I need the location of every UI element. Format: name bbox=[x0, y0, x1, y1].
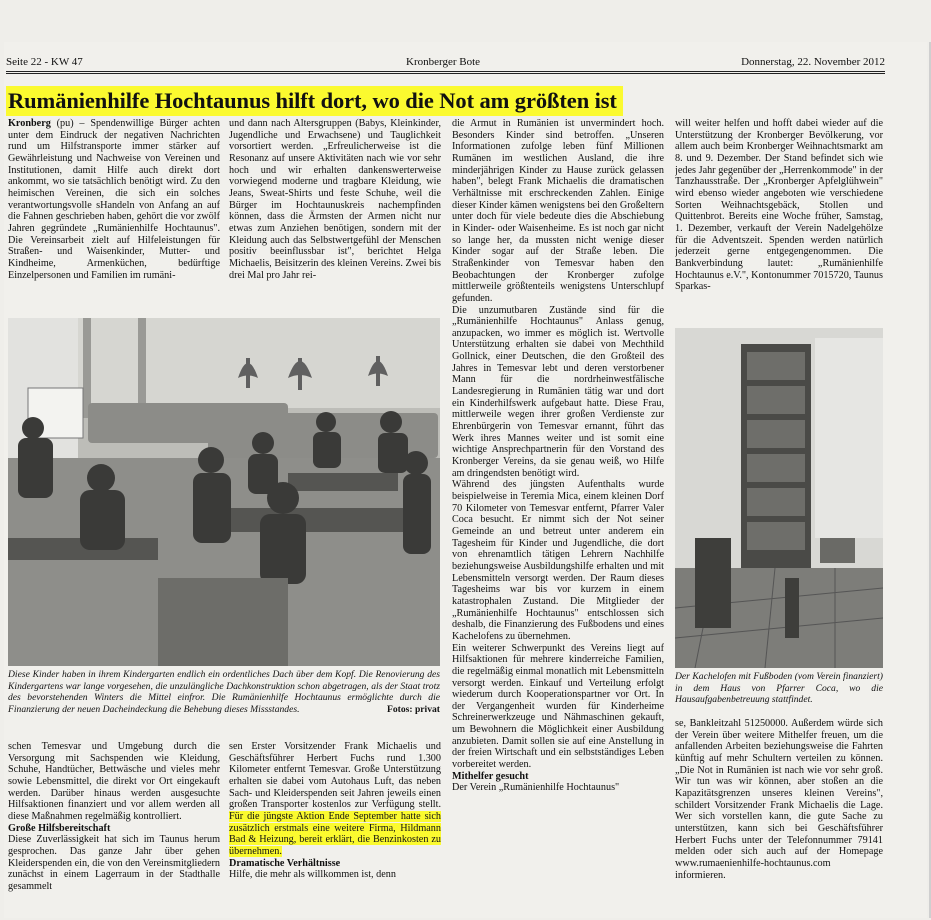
column-4-top bbox=[675, 118, 883, 328]
column-2-top bbox=[229, 118, 441, 318]
subheading: Große Hilfsbereitschaft bbox=[8, 822, 111, 834]
header-rule bbox=[6, 71, 885, 72]
column-3 bbox=[452, 118, 664, 913]
page-number: Seite 22 - KW 47 bbox=[6, 56, 83, 68]
subheading: Dramatische Verhältnisse bbox=[229, 857, 341, 869]
paragraph: schen Temesvar und Umgebung durch die Versorgung mit Sachspenden wie Kleidung, Schuhe, Handtücher, Bettwäsche und vieles mehr sowie Lebensmittel, die direkt vor Ort eingekauft werden. Darüber hinaus werden ausgesuchte Hilfsaktionen finanziert und vor allem werden all diese Maßnahmen regelmäßig kontrolliert. bbox=[8, 741, 220, 822]
main-photo-caption bbox=[8, 669, 440, 731]
issue-date: Donnerstag, 22. November 2012 bbox=[741, 56, 885, 68]
lead-paragraph bbox=[8, 118, 220, 281]
header-rule-double bbox=[6, 73, 885, 74]
column-1-top bbox=[8, 118, 220, 318]
paragraph-text: (pu) – Spendenwillige Bürger achten unter dem Eindruck der negativen Nachrichten rund um Hilfstransporte immer stärker auf Gewährleistung und Nachweise von Vereinen und Institutionen, damit Hilfe auch direkt dort ankommt, wo sie tatsächlich benötigt wird. Zu den heimischen Vereinen, die sich ein solches verantwortungsvolle sHandeln von Anfang an auf die Fahnen geschrieben haben, gehört die vor zwölf Jahren gegründete „Rumänienhilfe Hochtaunus". Die Vereinsarbeit zielt auf Hilfeleistungen für Straßen- und Waisenkinder, Mutter- und Kindheime, Armenküchen, bedürftige Einzelpersonen und Familien im rumäni- bbox=[8, 118, 220, 281]
subheading: Mithelfer gesucht bbox=[452, 770, 529, 782]
paragraph-text: sen Erster Vorsitzender Frank Michaelis und Geschäftsführer Herbert Fuchs rund 1.300 Kilometer entfernt Temesvar. Große Unterstützung erhalten sie dabei vom Autohaus Luft, das neben Sach- und Kleiderspenden seit Jahren jeweils einen großen Transporter kostenlos zur Verfügung stellt. bbox=[229, 741, 441, 811]
column-2-bottom bbox=[229, 741, 441, 913]
paragraph: und dann nach Altersgruppen (Babys, Kleinkinder, Jugendliche und Erwachsene) und Tauglichkeit vorsortiert werden. „Erfreulicherweise ist die Resonanz auf unsere Aktivitäten nach wie vor sehr hoch und wir erhalten dankenswerterweise vorwiegend moderne und tragbare Kleidung, wie Jeans, Sweat-Shirts und feste Schuhe, weil die Bürger im Hochtaunuskreis nachempfinden können, dass die Ärmsten der Armen nicht nur etwas zum Anziehen benötigen, sondern mit der Kleidung auch das Selbstwertgefühl der Menschen positiv beeinflussbar ist", berichtet Helga Michaelis, Beisitzerin des kleinen Vereins. Zwei bis drei Mal pro Jahr rei- bbox=[229, 118, 441, 281]
newspaper-name: Kronberger Bote bbox=[406, 56, 481, 68]
kindergarten-photo bbox=[8, 318, 440, 666]
stove-photo-caption: Der Kachelofen mit Fußboden (vom Verein finanziert) in dem Haus von Pfarrer Coca, wo die Hausaufgabenbetreuung stattfindet. bbox=[675, 671, 883, 705]
paragraph: Die unzumutbaren Zustände sind für die „Rumänienhilfe Hochtaunus" Anlass genug, anzupacken, wo immer es möglich ist. Wertvolle Unterstützung erhalten sie dabei von Mechthild Gollnick, einer Deutschen, die den Großteil des Jahres in Temesvar lebt und deren verstorbener Mann für die nordrheinwestfälische Landesregierung in Rumänien tätig war und dort ein Kinderhilfswerk aufgebaut hatte. Diese Frau, mittlerweile wegen ihrer großen Verdienste zur Ehrenbürgerin von Temesvar ernannt, führt das Werk ihres Mannes weiter und ist somit eine wichtige Ansprechpartnerin für den Vorstand des Kronberger Vereins, da sie genau weiß, wo Hilfe am dringendsten benötigt wird. bbox=[452, 304, 664, 479]
highlighted-text: Für die jüngste Aktion Ende September hatte sich zusätzlich erstmals eine weitere Firma, Hildmann Bad & Heizung, bereit erklärt, die Benzinkosten zu übernehmen. bbox=[229, 810, 441, 857]
photo-credit: Fotos: privat bbox=[386, 703, 440, 715]
paragraph: die Armut in Rumänien ist unvermindert hoch. Besonders Kinder sind betroffen. „Unseren Informationen zufolge leben fünf Millionen Rumänen im westlichen Ausland, die ihre minderjährigen Kinder zu Hause zurück gelassen haben", belegt Frank Michaelis die dramatischen Verhältnisse mit erschreckenden Zahlen. Einige dieser Kinder kämen wenigstens bei den Großeltern unter doch für viele bedeute dies die Abschiebung in Kinder- oder Waisenheime. Es ist noch gar nicht so lange her, da mussten nicht wenige dieser Kinder sogar auf der Straße leben. Die Straßenkinder von Temesvar haben den Beobachtungen der Kronberger zufolge mittlerweile größtenteils wenigstens Unterschlupf gefunden. bbox=[452, 118, 664, 304]
paragraph bbox=[229, 741, 441, 858]
paragraph: Hilfe, die mehr als willkommen ist, denn bbox=[229, 869, 396, 881]
column-4-bottom bbox=[675, 718, 883, 914]
column-1-bottom bbox=[8, 741, 220, 913]
page-header bbox=[6, 56, 925, 72]
stove-photo bbox=[675, 328, 883, 668]
paragraph: se, Bankleitzahl 51250000. Außerdem würde sich der Verein über weitere Mithelfer freuen, um die anfallenden Arbeiten beziehungsweise die Fahrten künftig auf mehr Schultern verteilen zu können. „Die Not in Rumänien ist nach wie vor sehr groß. Wir tun was wir können, aber stoßen an die Kapazitätsgrenzen unseres kleinen Vereins", schildert Vorsitzender Frank Michaelis die Lage. Wer sich vorstellen kann, die gute Sache zu unterstützen, kann sich bei Geschäftsführer Herbert Fuchs unter der Telefonnummer 79141 melden oder sich auch auf der Homepage www.rumaenienhilfe-hochtaunus.com informieren. bbox=[675, 718, 883, 881]
paragraph: Der Verein „Rumänienhilfe Hochtaunus" bbox=[452, 782, 620, 794]
paragraph: Ein weiterer Schwerpunkt des Vereins liegt auf Hilfsaktionen für mehrere kinderreiche Familien, die regelmäßig einmal monatlich mit Lebensmitteln versorgt werden. Einkauf und Verteilung erfolgt wiederum durch Kooperationspartner vor Ort. In der Vergangenheit wurden für Kinderheime Schreinerwerkzeuge und Nähmaschinen gekauft, um Bewohnern die Möglichkeit einer Ausbildung anzubieten. Damit sollen sie auf eine Anstellung in der freien Wirtschaft und ein selbstständiges Leben vorbereitet werden. bbox=[452, 642, 664, 771]
paragraph: Diese Zuverlässigkeit hat sich im Taunus herum gesprochen. Das ganze Jahr über gehen Kleiderspenden ein, die von den Vereinsmitgliedern zunächst in einem Lagerraum in der Stadthalle gesammelt bbox=[8, 834, 220, 892]
paragraph: will weiter helfen und hofft dabei wieder auf die Unterstützung der Kronberger Bevölkerung, vor allem auch beim Kronberger Weihnachtsmarkt am 8. und 9. Dezember. Der Stand befindet sich wie jedes Jahr gegenüber der „Herrenkommode" in der Tanzhausstraße. Der „Kronberger Apfelglühwein" wird ebenso wieder angeboten wie verschiedene Sorten Weihnachtsgebäck, Stollen und Quittenbrot. Bereits eine Woche früher, Samstag, 1. Dezember, verkauft der Verein Nadelgehölze für die Adventszeit. Spenden werden natürlich jederzeit gerne entgegengenommen. Die Bankverbindung lautet: „Rumänienhilfe Hochtaunus e.V.", Kontonummer 7015720, Taunus Sparkas- bbox=[675, 118, 883, 293]
dateline: Kronberg bbox=[8, 118, 51, 129]
article-headline: Rumänienhilfe Hochtaunus hilft dort, wo die Not am größten ist bbox=[6, 86, 623, 116]
caption-text: Diese Kinder haben in ihrem Kindergarten endlich ein ordentliches Dach über dem Kopf. Die Renovierung des Kindergartens war lange vorgesehen, die unzulängliche Dachkonstruktion schon abgetragen, als der Staat trotz des bevorstehenden Winters die Mittel einfror. Die Rumänienhilfe Hochtaunus ermöglichte durch die Finanzierung der neuen Dacheindeckung die Behebung dieses Missstandes. bbox=[8, 669, 440, 715]
paragraph: Während des jüngsten Aufenthalts wurde beispielweise in Teremia Mica, einem kleinen Dorf 70 Kilometer von Temesvar entfernt, Pfarrer Valer Coca besucht. Er nimmt sich der Not seiner Gemeinde an und betreut unter anderem ein Tagesheim für Kinder und Jugendliche, die dort von ehrenamtlich tätigen Lehrern Nachhilfe beziehungsweise Ausbildungshilfe erhalten und mit Lebensmitteln versorgt werden. Der Raum dieses Tagesheims war bis vor kurzem in einem katastrophalen Zustand. Die Mitglieder der „Rumänienhilfe Hochtaunus" entschlossen sich deshalb, die Finanzierung des Fußbodens und eines Kachelofens zu übernehmen. bbox=[452, 479, 664, 642]
